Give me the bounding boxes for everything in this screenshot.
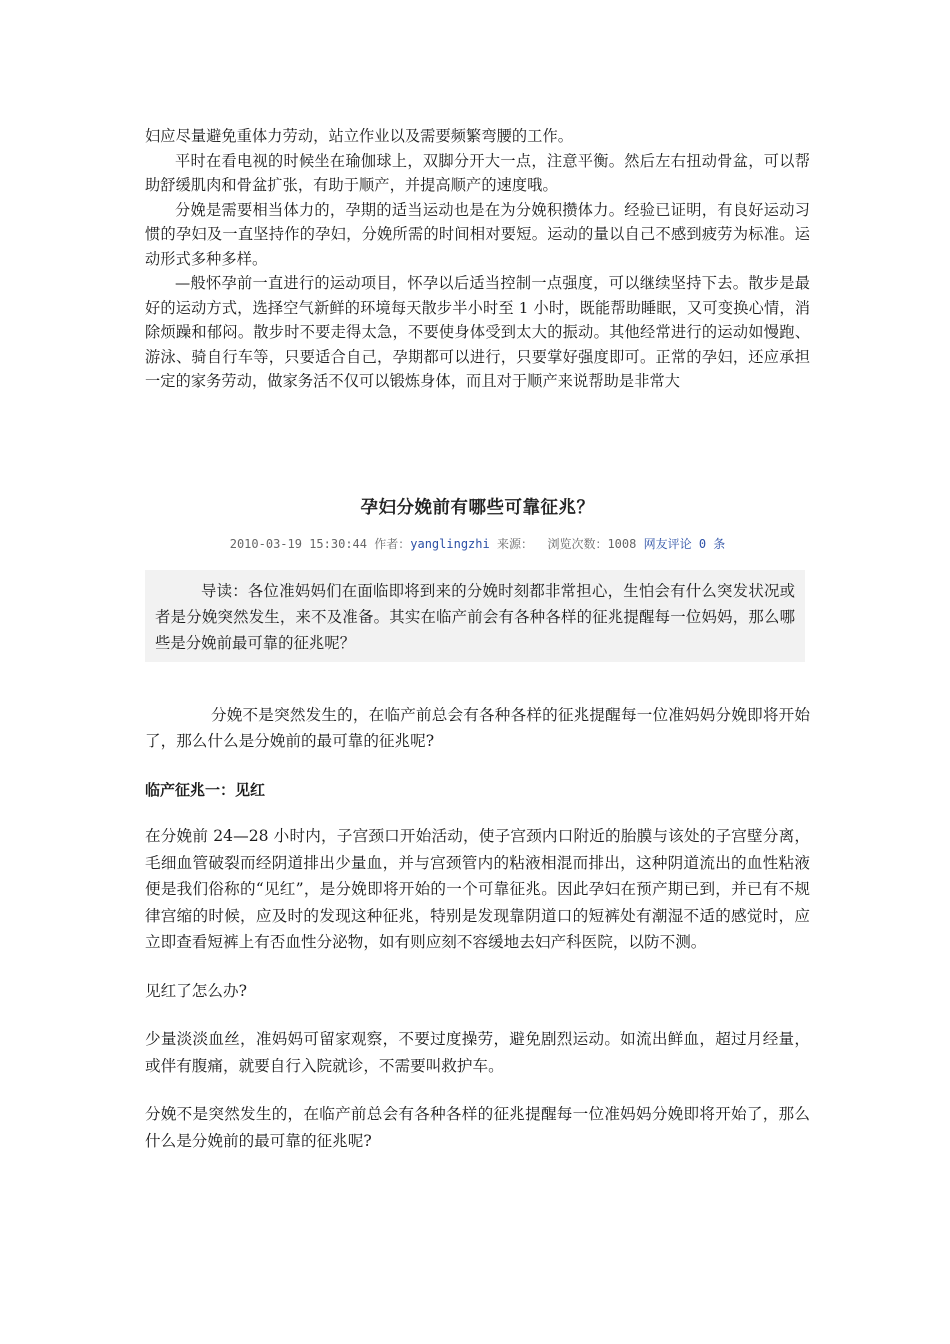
intro-section [145, 124, 810, 394]
article-meta [145, 535, 810, 552]
meta-views-count: 1008 [607, 536, 637, 551]
author-link[interactable]: yanglingzhi [410, 536, 490, 551]
meta-source-label: 来源： [496, 536, 533, 551]
intro-paragraph: 平时在看电视的时候坐在瑜伽球上，双脚分开大一点，注意平衡。然后左右扭动骨盆，可以帮助舒缓肌肉和骨盆扩张，有助于顺产，并提高顺产的速度哦。 [145, 151, 810, 194]
article-title: 孕妇分娩前有哪些可靠征兆？ [360, 497, 595, 518]
intro-paragraph: 分娩是需要相当体力的，孕期的适当运动也是在为分娩积攒体力。经验已证明，有良好运动习惯的孕妇及一直坚持作的孕妇，分娩所需的时间相对要短。运动的量以自己不感到疲劳为标准。运动形式多种多样。 [145, 200, 810, 268]
meta-views-label: 浏览次数： [547, 536, 608, 551]
comments-link[interactable]: 网友评论 0 条 [643, 536, 726, 551]
article-body [145, 702, 810, 1155]
intro-paragraph: 妇应尽量避免重体力劳动，站立作业以及需要频繁弯腰的工作。 [145, 127, 574, 145]
lead-box [145, 570, 805, 662]
body-paragraph: 见红了怎么办? [145, 981, 247, 1000]
body-paragraph: 在分娩前 24—28 小时内，子宫颈口开始活动，使子宫颈内口附近的胎膜与该处的子宫壁分离，毛细血管破裂而经阴道排出少量血，并与宫颈管内的粘液相混而排出，这种阴道流出的血性粘液便是我们俗称的“见红”，是分娩即将开始的一个可靠征兆。因此孕妇在预产期已到，并已有不规律宫缩的时候，应及时的发现这种征兆，特别是发现靠阴道口的短裤处有潮湿不适的感觉时，应立即查看短裤上有否血性分泌物，如有则应刻不容缓地去妇产科医院，以防不测。 [145, 827, 810, 951]
document-page [145, 124, 810, 1176]
meta-author-label: 作者： [374, 536, 411, 551]
intro-paragraph: —般怀孕前一直进行的运动项目，怀孕以后适当控制一点强度，可以继续坚持下去。散步是最好的运动方式，选择空气新鲜的环境每天散步半小时至 1 小时，既能帮助睡眠，又可变换心情，消除烦躁和郁闷。散步时不要走得太急，不要使身体受到太大的振动。其他经常进行的运动如慢跑、游泳、骑自行车等，只要适合自己，孕期都可以进行，只要掌好强度即可。正常的孕妇，还应承担一定的家务劳动，做家务活不仅可以锻炼身体，而且对于顺产来说帮助是非常大 [145, 274, 810, 390]
body-paragraph: 分娩不是突然发生的，在临产前总会有各种各样的征兆提醒每一位准妈妈分娩即将开始了，那么什么是分娩前的最可靠的征兆呢? [145, 705, 810, 750]
lead-text: 导读：各位准妈妈们在面临即将到来的分娩时刻都非常担心，生怕会有什么突发状况或者是分娩突然发生，来不及准备。其实在临产前会有各种各样的征兆提醒每一位妈妈，那么哪些是分娩前最可靠的征兆呢？ [155, 581, 795, 652]
body-paragraph: 分娩不是突然发生的，在临产前总会有各种各样的征兆提醒每一位准妈妈分娩即将开始了，那么什么是分娩前的最可靠的征兆呢? [145, 1105, 810, 1150]
body-paragraph: 少量淡淡血丝，准妈妈可留家观察，不要过度操劳，避免剧烈运动。如流出鲜血，超过月经量，或伴有腹痛，就要自行入院就诊，不需要叫救护车。 [145, 1030, 810, 1075]
meta-datetime: 2010-03-19 15:30:44 [229, 536, 367, 551]
section-heading: 临产征兆一：见红 [145, 780, 266, 799]
